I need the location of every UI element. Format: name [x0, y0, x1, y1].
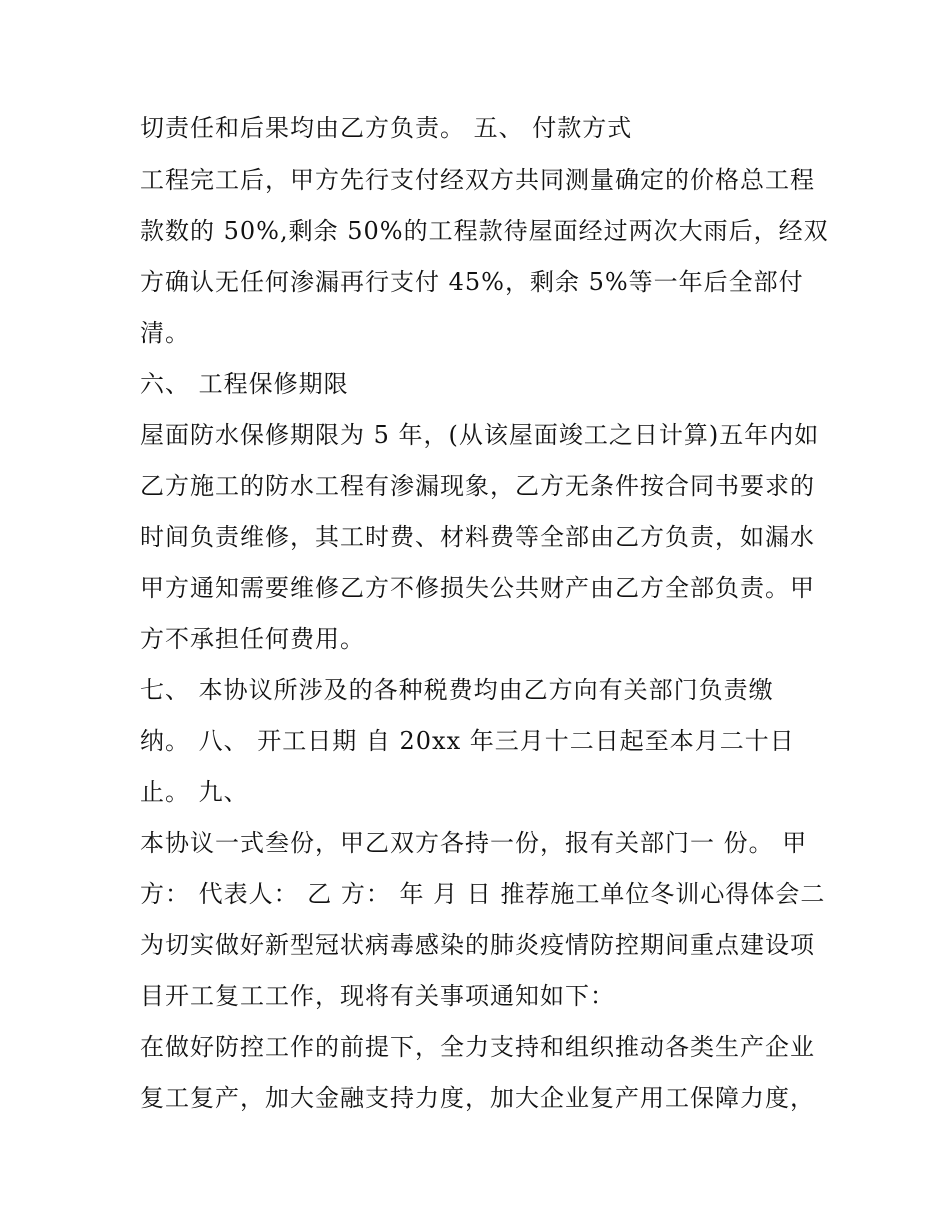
text-line: 复工复产，加大金融支持力度，加大企业复产用工保障力度，	[140, 1084, 815, 1112]
text-line: 清。	[140, 319, 190, 347]
text-line: 七、 本协议所涉及的各种税费均由乙方向有关部门负责缴	[140, 676, 774, 704]
text-line: 方： 代表人： 乙 方： 年 月 日 推荐施工单位冬训心得体会二	[140, 880, 826, 908]
text-line: 甲方通知需要维修乙方不修损失公共财产由乙方全部负责。甲	[140, 574, 815, 602]
text-line: 止。 九、	[140, 778, 249, 806]
text-line: 款数的 50%,剩余 50%的工程款待屋面经过两次大雨后，经双	[140, 217, 829, 245]
text-line: 工程完工后，甲方先行支付经双方共同测量确定的价格总工程	[140, 166, 815, 194]
section-heading: 六、 工程保修期限	[140, 370, 349, 398]
text-line: 时间负责维修，其工时费、材料费等全部由乙方负责，如漏水	[140, 523, 815, 551]
text-line: 本协议一式叁份，甲乙双方各持一份，报有关部门一 份。 甲	[140, 829, 808, 857]
text-line: 切责任和后果均由乙方负责。 五、 付款方式	[140, 114, 633, 142]
text-line: 方确认无任何渗漏再行支付 45%，剩余 5%等一年后全部付	[140, 268, 804, 296]
text-line: 屋面防水保修期限为 5 年，(从该屋面竣工之日计算)五年内如	[140, 421, 820, 449]
text-line: 方不承担任何费用。	[140, 625, 365, 653]
text-line: 纳。 八、 开工日期 自 20xx 年三月十二日起至本月二十日	[140, 727, 795, 755]
text-line: 乙方施工的防水工程有渗漏现象，乙方无条件按合同书要求的	[140, 472, 815, 500]
text-line: 目开工复工工作，现将有关事项通知如下：	[140, 982, 615, 1010]
text-line: 在做好防控工作的前提下，全力支持和组织推动各类生产企业	[140, 1033, 815, 1061]
text-line: 为切实做好新型冠状病毒感染的肺炎疫情防控期间重点建设项	[140, 931, 815, 959]
